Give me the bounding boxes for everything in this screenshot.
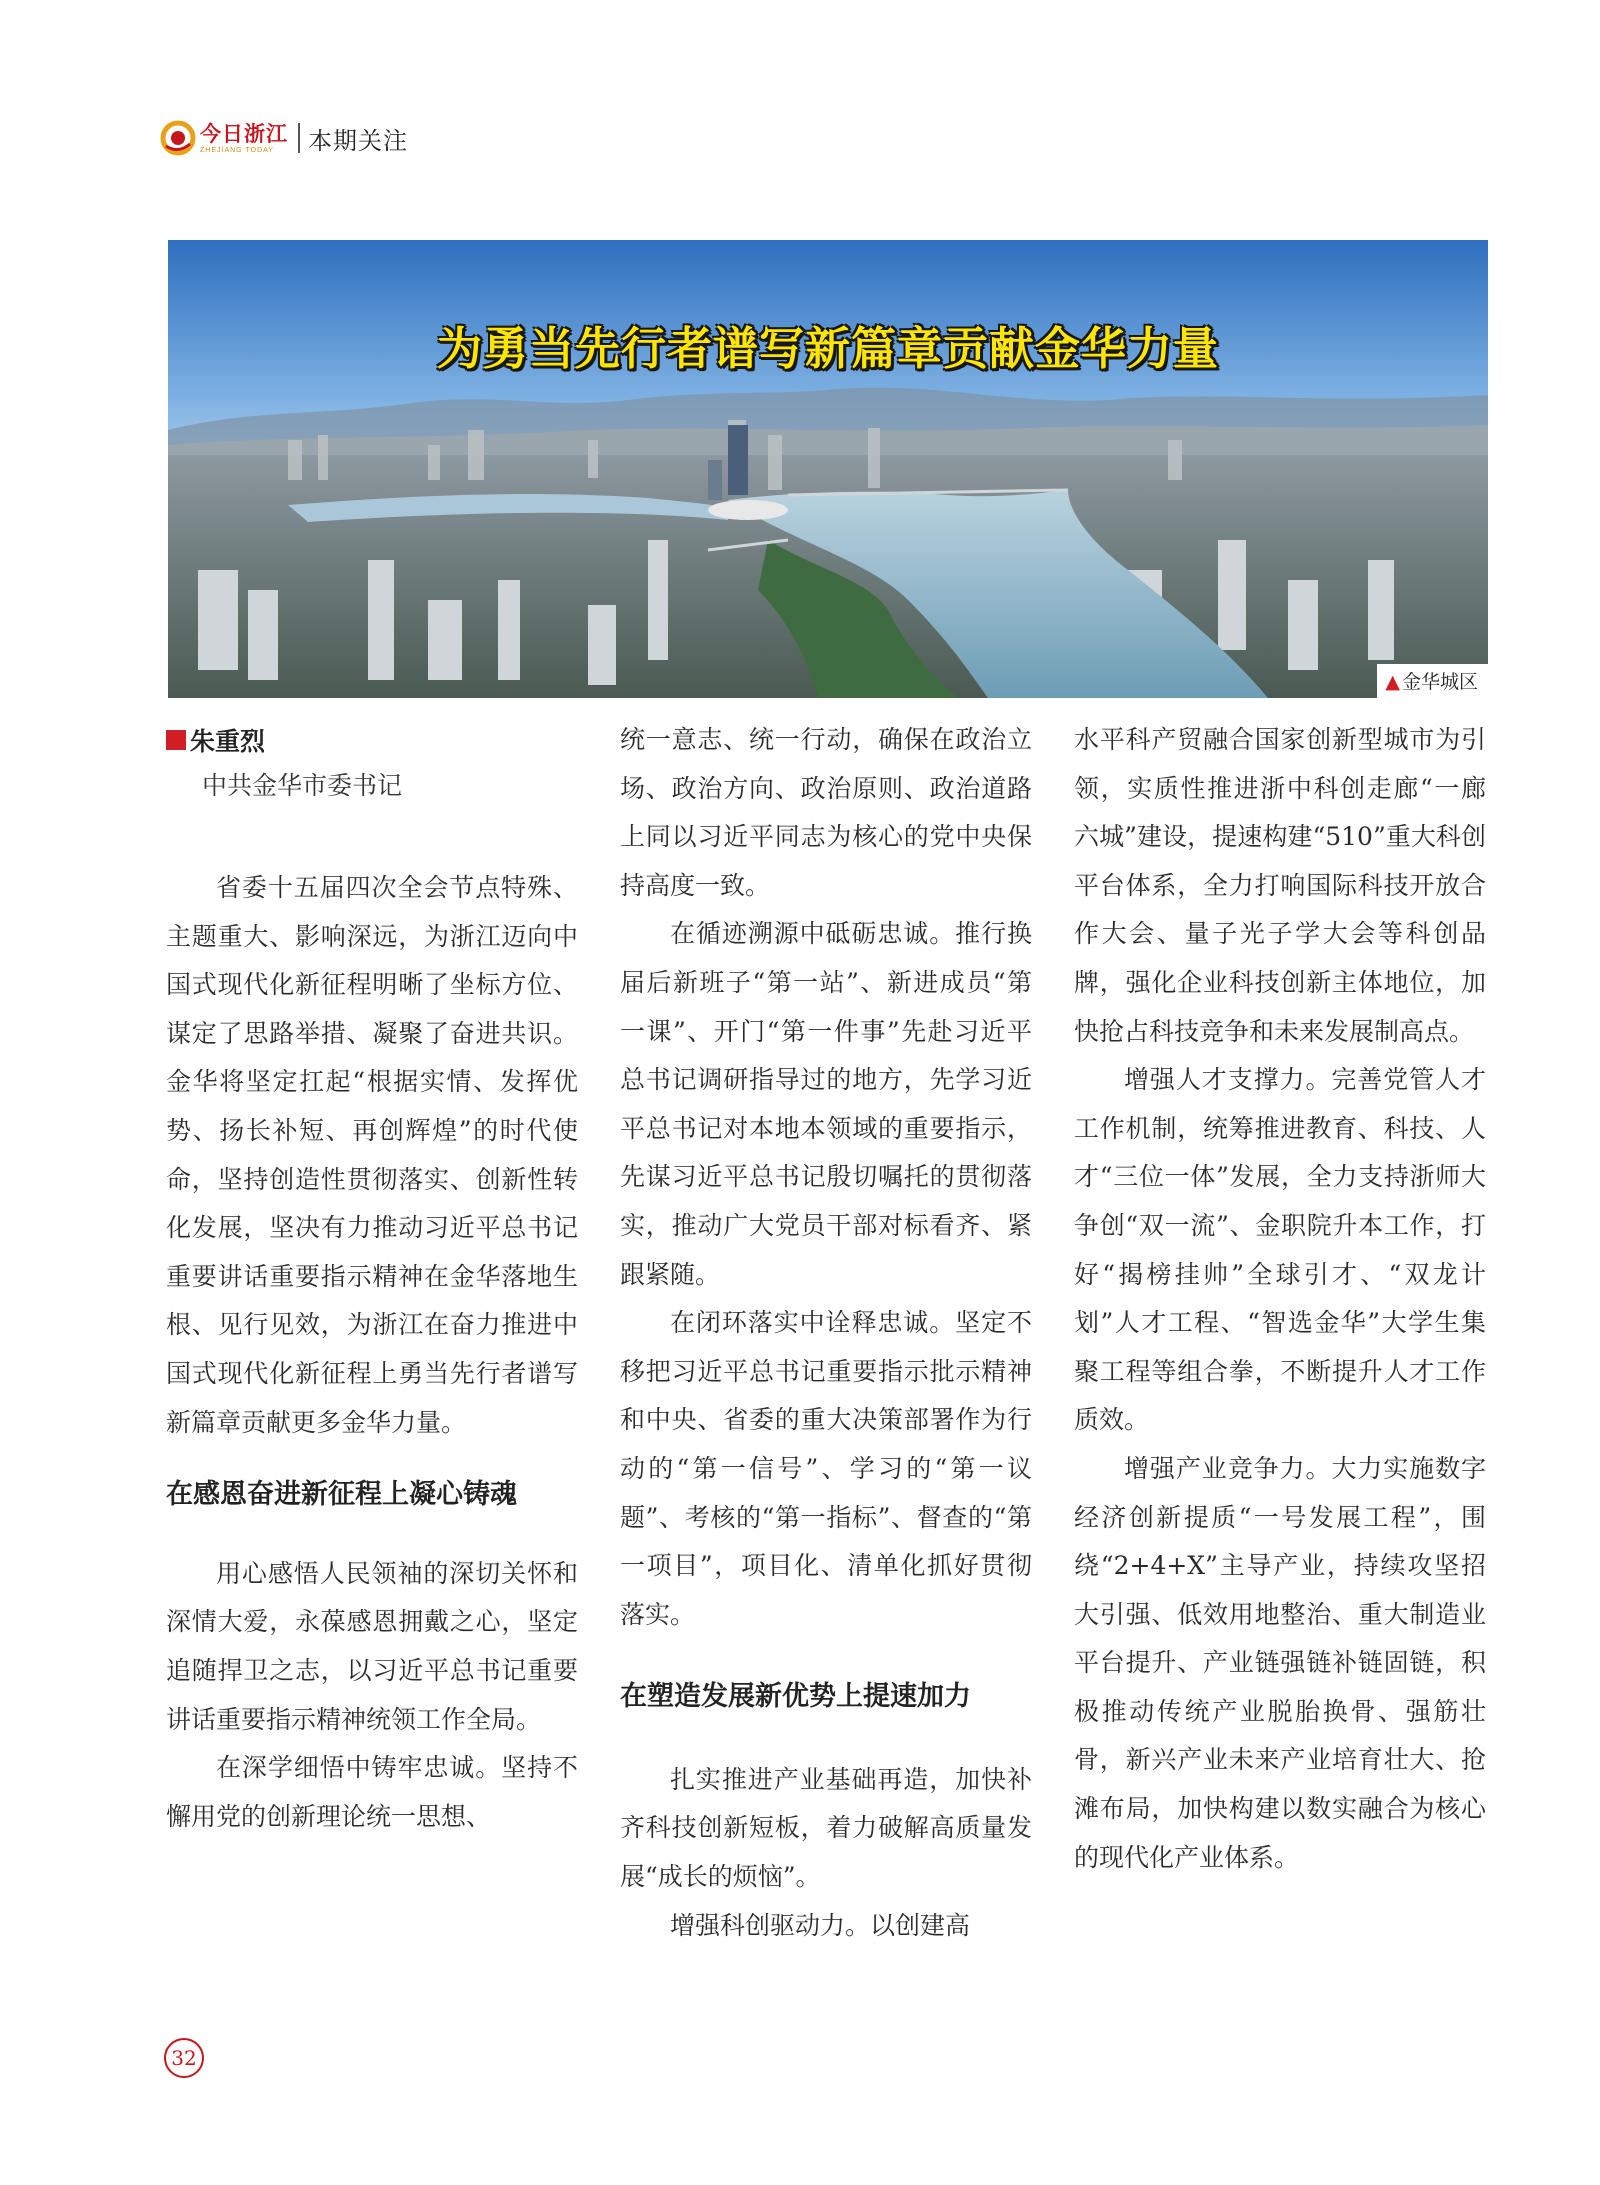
paragraph: 水平科产贸融合国家创新型城市为引领，实质性推进浙中科创走廊“一廊六城”建设，提速构建“510”重大科创平台体系，全力打响国际科技开放合作大会、量子光子学大会等科创品牌，强化企业科技创新主体地位，加快抢占科技竞争和未来发展制高点。 bbox=[1074, 725, 1486, 1046]
logo-text bbox=[200, 120, 288, 154]
paragraph: 在深学细悟中铸牢忠诚。坚持不懈用党的创新理论统一思想、 bbox=[166, 1753, 578, 1831]
city-aerial-photo bbox=[168, 240, 1488, 698]
section-heading: 在感恩奋进新征程上凝心铸魂 bbox=[166, 1479, 517, 1511]
hero-title: 为勇当先行者谱写新篇章贡献金华力量 bbox=[436, 322, 1219, 375]
zhejiang-today-logo-icon bbox=[160, 120, 196, 156]
article-column-2 bbox=[620, 716, 1032, 1950]
column-spacer bbox=[166, 716, 578, 864]
article-column-3 bbox=[1074, 716, 1486, 1882]
photo-caption-text: 金华城区 bbox=[1401, 671, 1478, 693]
author-name-text: 朱重烈 bbox=[190, 727, 266, 756]
photo-caption bbox=[1377, 664, 1488, 698]
section-heading: 在塑造发展新优势上提速加力 bbox=[620, 1681, 971, 1713]
paragraph: 统一意志、统一行动，确保在政治立场、政治方向、政治原则、政治道路上同以习近平同志为核心的党中央保持高度一致。 bbox=[620, 725, 1032, 900]
page-number: 32 bbox=[164, 2038, 204, 2078]
paragraph: 用心感悟人民领袖的深切关怀和深情大爱，永葆感恩拥戴之心，坚定追随捍卫之志，以习近平总书记重要讲话重要指示精神统领工作全局。 bbox=[166, 1558, 578, 1734]
page-header bbox=[160, 118, 408, 158]
section-title: 本期关注 bbox=[308, 126, 408, 155]
paragraph: 省委十五届四次全会节点特殊、主题重大、影响深远，为浙江迈向中国式现代化新征程明晰了坐标方位、谋定了思路举措、凝聚了奋进共识。金华将坚定扛起“根据实情、发挥优势、扬长补短、再创辉煌”的时代使命，坚持创造性贯彻落实、创新性转化发展，坚决有力推动习近平总书记重要讲话重要指示精神在金华落地生根、见行见效，为浙江在奋力推进中国式现代化新征程上勇当先行者谱写新篇章贡献更多金华力量。 bbox=[166, 873, 578, 1437]
header-divider bbox=[298, 123, 300, 153]
hero-photo bbox=[168, 240, 1488, 698]
author-role: 中共金华市委书记 bbox=[202, 771, 403, 800]
paragraph: 增强人才支撑力。完善党管人才工作机制，统筹推进教育、科技、人才“三位一体”发展，全力支持浙师大争创“双一流”、金职院升本工作，打好“揭榜挂帅”全球引才、“双龙计划”人才工程、“智选金华”大学生集聚工程等组合拳，不断提升人才工作质效。 bbox=[1074, 1065, 1486, 1435]
paragraph: 在闭环落实中诠释忠诚。坚定不移把习近平总书记重要指示批示精神和中央、省委的重大决策部署作为行动的“第一信号”、学习的“第一议题”、考核的“第一指标”、督查的“第一项目”，项目化、清单化抓好贯彻落实。 bbox=[620, 1308, 1032, 1629]
paragraph: 增强科创驱动力。以创建高 bbox=[670, 1910, 971, 1940]
paragraph: 在循迹溯源中砥砺忠诚。推行换届后新班子“第一站”、新进成员“第一课”、开门“第一件事”先赴习近平总书记调研指导过的地方，先学习近平总书记对本地本领域的重要指示，先谋习近平总书记殷切嘱托的贯彻落实，推动广大党员干部对标看齐、紧跟紧随。 bbox=[620, 919, 1032, 1289]
paragraph: 增强产业竞争力。大力实施数字经济创新提质“一号发展工程”，围绕“2+4+X”主导产业，持续攻坚招大引强、低效用地整治、重大制造业平台提升、产业链强链补链固链，积极推动传统产业脱胎换骨、强筋壮骨，新兴产业未来产业培育壮大、抢滩布局，加快构建以数实融合为核心的现代化产业体系。 bbox=[1074, 1453, 1486, 1872]
article-column-1 bbox=[166, 716, 578, 1841]
triangle-up-icon: ▲ bbox=[1385, 671, 1400, 693]
paragraph: 扎实推进产业基础再造，加快补齐科技创新短板，着力破解高质量发展“成长的烦恼”。 bbox=[620, 1764, 1032, 1892]
logo-english-name: ZHEJIANG TODAY bbox=[200, 146, 274, 154]
logo-chinese-name: 今日浙江 bbox=[200, 120, 288, 146]
